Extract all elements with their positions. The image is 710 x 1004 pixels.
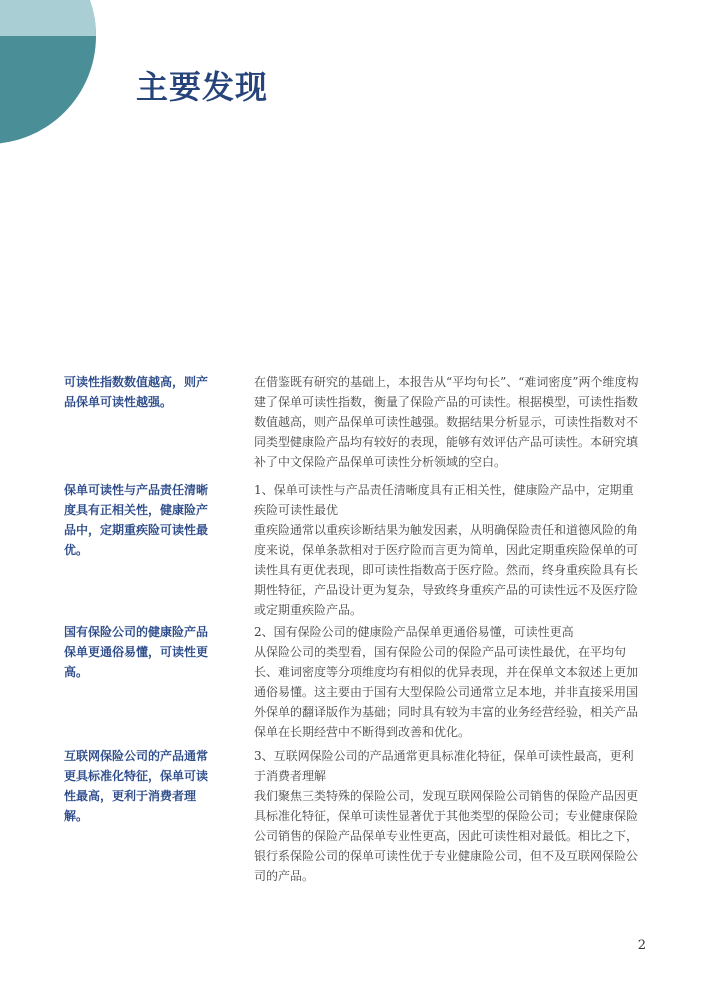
finding-body xyxy=(254,372,644,472)
finding-paragraph: 在借鉴既有研究的基础上，本报告从“平均句长”、“难词密度”两个维度构建了保单可读性指数，衡量了保险产品的可读性。根据模型，可读性指数数值越高，则产品保单可读性越强。数据结果分析显示，可读性指数对不同类型健康险产品均有较好的表现，能够有效评估产品可读性。本研究填补了中文保险产品保单可读性分析领域的空白。 xyxy=(254,375,639,469)
page-title: 主要发现 xyxy=(136,68,269,106)
finding-paragraph: 我们聚焦三类特殊的保险公司，发现互联网保险公司销售的保险产品因更具标准化特征，保单可读性显著优于其他类型的保险公司；专业健康保险公司销售的保险产品保单专业性更高，因此可读性相对最低。相比之下，银行系保险公司的保单可读性优于专业健康险公司，但不及互联网保险公司的产品。 xyxy=(254,789,639,883)
side-summary: 保单可读性与产品责任清晰度具有正相关性，健康险产品中，定期重疾险可读性最优。 xyxy=(64,483,209,557)
side-summary: 可读性指数数值越高，则产品保单可读性越强。 xyxy=(64,375,209,409)
corner-decoration xyxy=(0,0,120,170)
finding-paragraph: 重疾险通常以重疾诊断结果为触发因素，从明确保险责任和道德风险的角度来说，保单条款相对于医疗险而言更为简单，因此定期重疾险保单的可读性具有更优表现，即可读性指数高于医疗险。然而，终身重疾险具有长期性特征，产品设计更为复杂，导致终身重疾产品的可读性远不及医疗险或定期重疾险产品。 xyxy=(254,523,639,617)
page-number: 2 xyxy=(637,938,646,953)
finding-paragraph: 从保险公司的类型看，国有保险公司的保险产品可读性最优，在平均句长、难词密度等分项维度均有相似的优异表现，并在保单文本叙述上更加通俗易懂。这主要由于国有大型保险公司通常立足本地，并非直接采用国外保单的翻译版作为基础；同时具有较为丰富的业务经营经验，相关产品保单在长期经营中不断得到改善和优化。 xyxy=(254,645,639,739)
finding-body xyxy=(254,480,644,620)
finding-heading: 3、互联网保险公司的产品通常更具标准化特征，保单可读性最高，更利于消费者理解 xyxy=(254,749,634,783)
finding-heading: 2、国有保险公司的健康险产品保单更通俗易懂，可读性更高 xyxy=(254,625,574,639)
side-summary: 互联网保险公司的产品通常更具标准化特征，保单可读性最高，更利于消费者理解。 xyxy=(64,749,209,823)
finding-body xyxy=(254,622,644,742)
finding-heading: 1、保单可读性与产品责任清晰度具有正相关性，健康险产品中，定期重疾险可读性最优 xyxy=(254,483,634,517)
side-summary: 国有保险公司的健康险产品保单更通俗易懂，可读性更高。 xyxy=(64,625,209,679)
finding-body xyxy=(254,746,644,886)
